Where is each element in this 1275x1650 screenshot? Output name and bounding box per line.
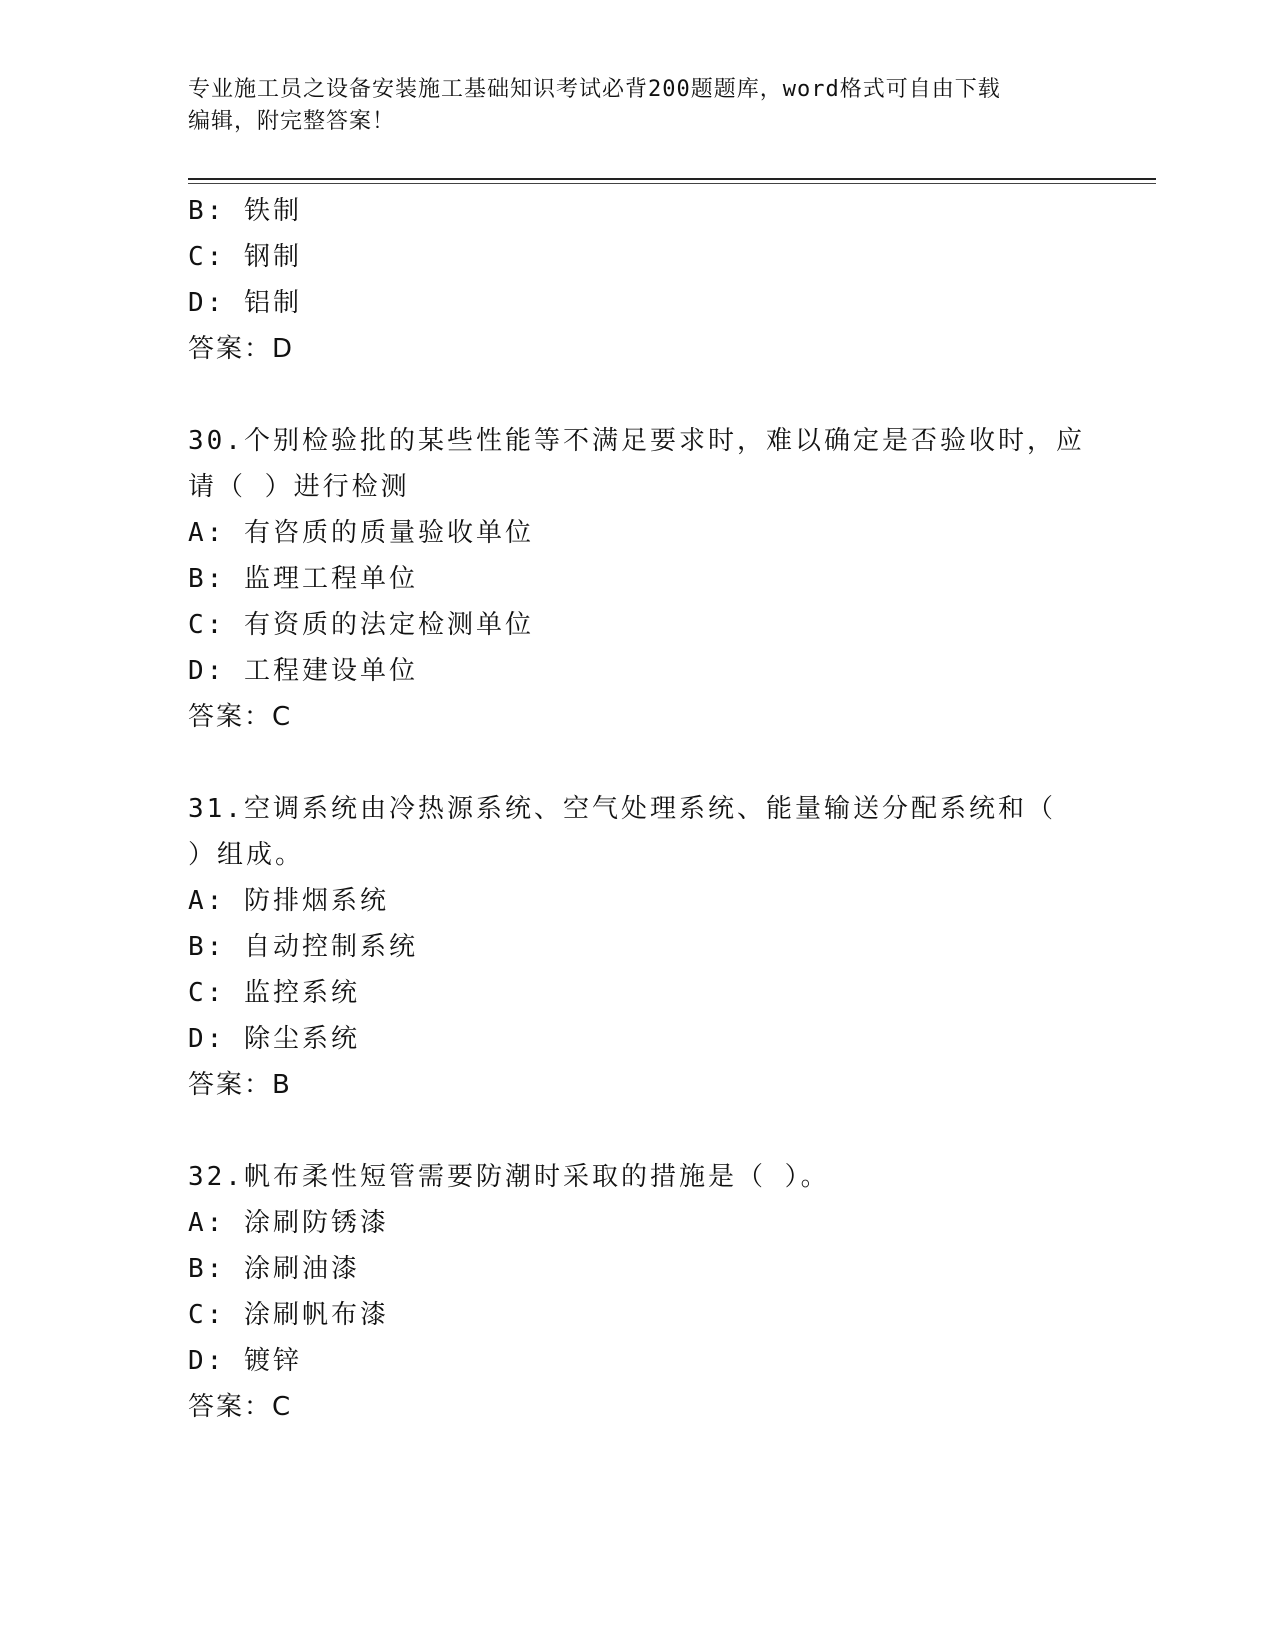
answer-label: 答案：B [188, 1070, 292, 1100]
document-header [188, 74, 1088, 138]
header-title-line-1: 专业施工员之设备安装施工基础知识考试必背200题题库，word格式可自由下载 [188, 77, 1001, 102]
option-c: C: 有资质的法定检测单位 [188, 610, 534, 640]
option-d: D: 铝制 [188, 288, 302, 318]
question-stem-line-1: 31.空调系统由冷热源系统、空气处理系统、能量输送分配系统和（ [188, 794, 1056, 824]
answer-label: 答案：C [188, 1392, 293, 1422]
spacer [188, 740, 1118, 786]
option-a: A: 有咨质的质量验收单位 [188, 518, 534, 548]
option-d: D: 工程建设单位 [188, 656, 418, 686]
option-a: A: 涂刷防锈漆 [188, 1208, 389, 1238]
question-list [188, 188, 1118, 1430]
option-c: C: 监控系统 [188, 978, 360, 1008]
question-stem-line-2: 请（ ）进行检测 [188, 472, 410, 502]
option-a: A: 防排烟系统 [188, 886, 389, 916]
question-stem-line-1: 30.个别检验批的某些性能等不满足要求时，难以确定是否验收时，应 [188, 426, 1085, 456]
question-stem-line-2: ）组成。 [188, 840, 305, 870]
question-stem-line-1: 32.帆布柔性短管需要防潮时采取的措施是（ ）。 [188, 1162, 830, 1192]
header-title-line-2: 编辑，附完整答案！ [188, 109, 396, 134]
question-32 [188, 1154, 1118, 1430]
question-31 [188, 786, 1118, 1108]
question-30 [188, 418, 1118, 740]
spacer [188, 1108, 1118, 1154]
option-d: D: 镀锌 [188, 1346, 302, 1376]
option-b: B: 自动控制系统 [188, 932, 418, 962]
option-b: B: 铁制 [188, 196, 302, 226]
question-29-continued [188, 188, 1118, 372]
option-d: D: 除尘系统 [188, 1024, 360, 1054]
answer-label: 答案：C [188, 702, 293, 732]
option-c: C: 涂刷帆布漆 [188, 1300, 389, 1330]
option-b: B: 涂刷油漆 [188, 1254, 360, 1284]
option-b: B: 监理工程单位 [188, 564, 418, 594]
header-divider-thick [188, 178, 1156, 180]
header-divider-thin [188, 183, 1156, 184]
spacer [188, 372, 1118, 418]
answer-label: 答案：D [188, 334, 295, 364]
option-c: C: 钢制 [188, 242, 302, 272]
